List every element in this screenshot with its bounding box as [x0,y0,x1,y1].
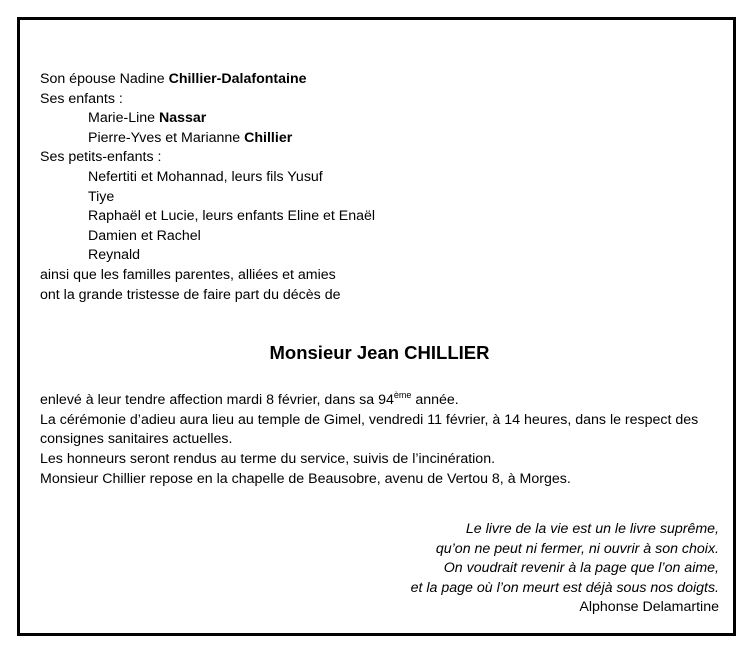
poem-line: et la page où l’on meurt est déjà sous nos doigts. [410,579,719,596]
spouse-prefix: Son épouse Nadine [40,71,169,87]
grandchild-line: Tiye [88,188,115,205]
rests-line: Monsieur Chillier repose en la chapelle de Beausobre, avenu de Vertou 8, à Morges. [40,470,571,487]
honours-line: Les honneurs seront rendus au terme du service, suivis de l’incinération. [40,450,496,467]
child-given: Pierre-Yves et Marianne [88,129,245,146]
poem-line: Le livre de la vie est un le livre suprême, [465,521,719,538]
child-surname: Nassar [158,110,207,127]
deceased-name: Monsieur Jean CHILLIER [269,342,490,364]
notice-content [40,70,719,618]
grandchild-line: Nefertiti et Mohannad, leurs fils Yusuf [88,168,323,185]
child-line [40,109,719,129]
taken-prefix: enlevé à leur tendre affection mardi 8 février, dans sa 94 [40,392,394,409]
poem-block [40,520,719,618]
child-line [40,129,719,149]
notice-frame [17,17,736,636]
taken-suffix: année. [411,392,459,409]
spouse-surname: Chillier-Dalafontaine [168,71,307,87]
children-heading: Ses enfants : [40,90,123,107]
grandchild-line: Raphaël et Lucie, leurs enfants Eline et Enaël [88,208,376,225]
taken-line [40,391,719,411]
child-surname: Chillier [244,129,293,146]
grandchildren-heading: Ses petits-enfants : [40,149,162,166]
announce-line: ont la grande tristesse de faire part du décès de [40,286,341,303]
ordinal-suffix: ème [393,390,412,401]
child-given: Marie-Line [88,110,159,127]
poem-line: On voudrait revenir à la page que l’on aime, [443,560,719,577]
relatives-line: ainsi que les familles parentes, alliées et amies [40,266,336,283]
poem-line: qu’on ne peut ni fermer, ni ouvrir à son choix. [435,540,719,557]
ceremony-paragraph: La cérémonie d’adieu aura lieu au temple de Gimel, vendredi 11 février, à 14 heures, dans le respect des consignes sanitaires actuelles. [40,411,699,448]
grandchild-line: Damien et Rachel [88,227,201,244]
spouse-line [40,70,719,90]
grandchild-line: Reynald [88,247,141,264]
poem-author: Alphonse Delamartine [579,599,719,616]
